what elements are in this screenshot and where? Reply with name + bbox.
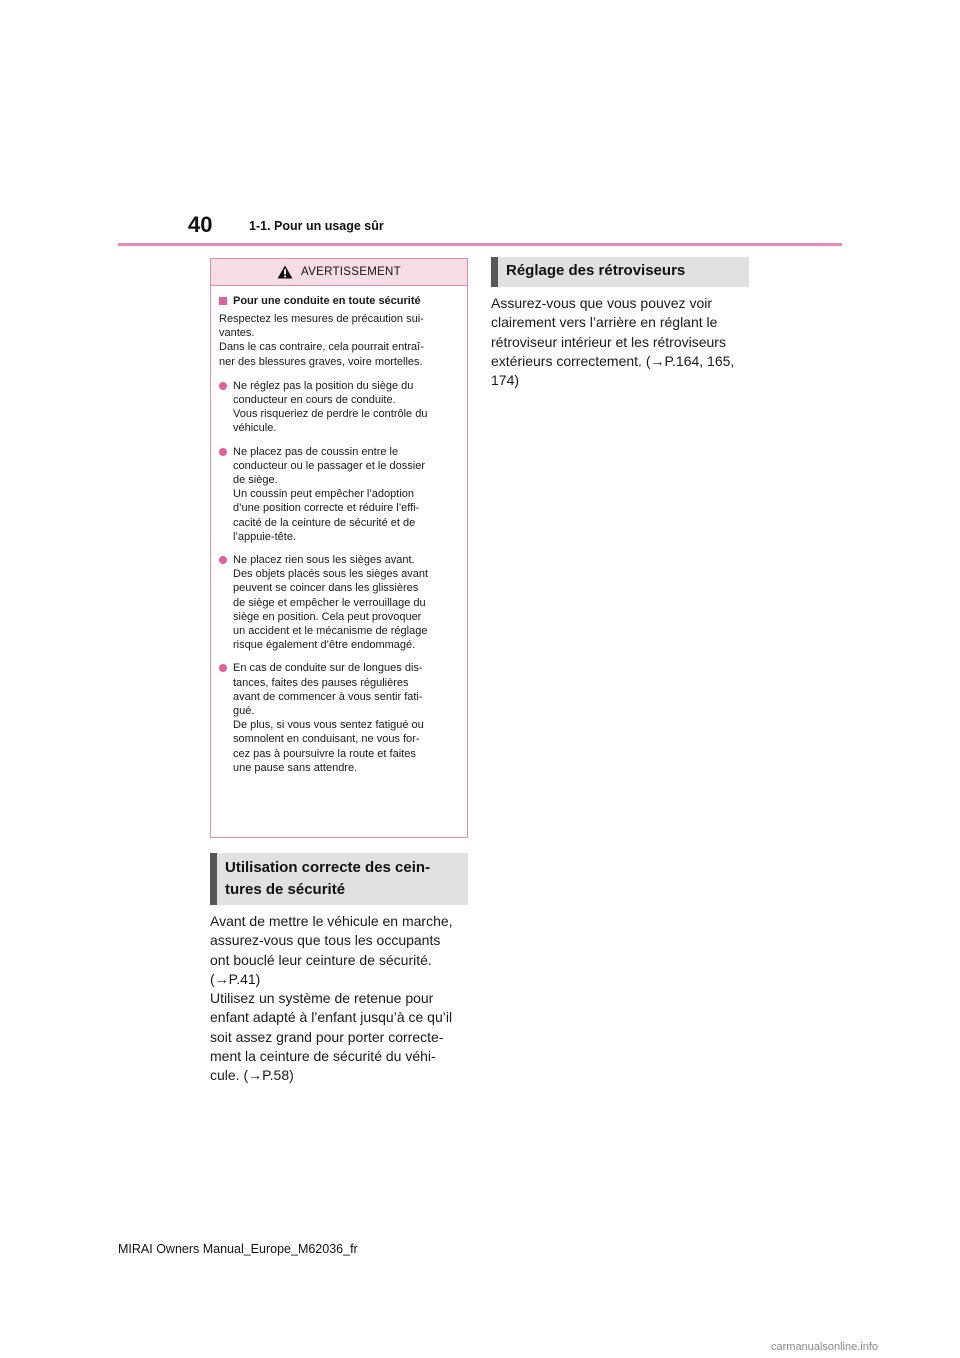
warning-triangle-icon: [277, 265, 293, 279]
seatbelt-section-heading: Utilisation correcte des cein- tures de sécurité: [210, 853, 468, 905]
header-divider: [118, 243, 842, 246]
warning-item: [219, 445, 457, 544]
warning-item: [219, 553, 457, 652]
warning-item: [219, 661, 457, 775]
warning-item-text: Ne placez pas de coussin entre le conducteur ou le passager et le dossier de siège. Un coussin peut empêcher l’adoption d’une position correcte et réduire l’effi- cacité de la ceinture de sécurité et de l’appuie-tête.: [233, 445, 426, 543]
warning-body: [211, 286, 467, 775]
watermark-text: carmanualsonline.info: [771, 1341, 879, 1353]
warning-item-text: En cas de conduite sur de longues dis- tances, faites des pauses régulières avant de commencer à vous sentir fati- gué. De plus, si vous vous sentez fatigué ou somnolent en conduisant, ne vous for- cez pas à poursuivre la route et faites une pause sans attendre.: [233, 662, 424, 774]
warning-item-text: Ne placez rien sous les sièges avant. Des objets placés sous les sièges avant peuvent se coincer dans les glissières de siège et empêcher le verrouillage du siège en position. Cela peut provoquer un accident et le mécanisme de réglage risque également d’être endommagé.: [233, 554, 429, 652]
square-bullet-icon: [219, 297, 227, 305]
warning-title: AVERTISSEMENT: [301, 266, 401, 278]
bullet-dot-icon: [219, 382, 227, 390]
warning-intro: Respectez les mesures de précaution sui- vantes. Dans le cas contraire, cela pourrait entraî- ner des blessures graves, voire mortelles.: [219, 313, 424, 368]
bullet-dot-icon: [219, 664, 227, 672]
page-number: 40: [188, 212, 213, 237]
section-title: 1-1. Pour un usage sûr: [249, 219, 384, 233]
manual-footer: MIRAI Owners Manual_Europe_M62036_fr: [118, 1242, 358, 1256]
bullet-dot-icon: [219, 448, 227, 456]
warning-header: [211, 259, 467, 286]
seatbelt-section-body: Avant de mettre le véhicule en marche, assurez-vous que tous les occupants ont bouclé leur ceinture de sécurité. (→P.41) Utilisez un système de retenue pour enfant adapté à l’enfant jusqu’à ce qu’il soit assez grand pour porter correcte- ment la ceinture de sécurité du véhi- cule. (→P.58): [210, 913, 453, 1084]
bullet-dot-icon: [219, 556, 227, 564]
warning-heading-text: Pour une conduite en toute sécurité: [233, 295, 421, 307]
warning-item-text: Ne réglez pas la position du siège du conducteur en cours de conduite. Vous risqueriez de perdre le contrôle du véhicule.: [233, 379, 428, 435]
mirror-section-heading: Réglage des rétroviseurs: [491, 257, 749, 287]
warning-item: [219, 379, 457, 436]
mirror-section-body: Assurez-vous que vous pouvez voir clairement vers l’arrière en réglant le rétroviseur intérieur et les rétroviseurs extérieurs correctement. (→P.164, 165, 174): [491, 295, 735, 389]
warning-heading: [219, 295, 457, 307]
warning-box: [210, 258, 468, 838]
